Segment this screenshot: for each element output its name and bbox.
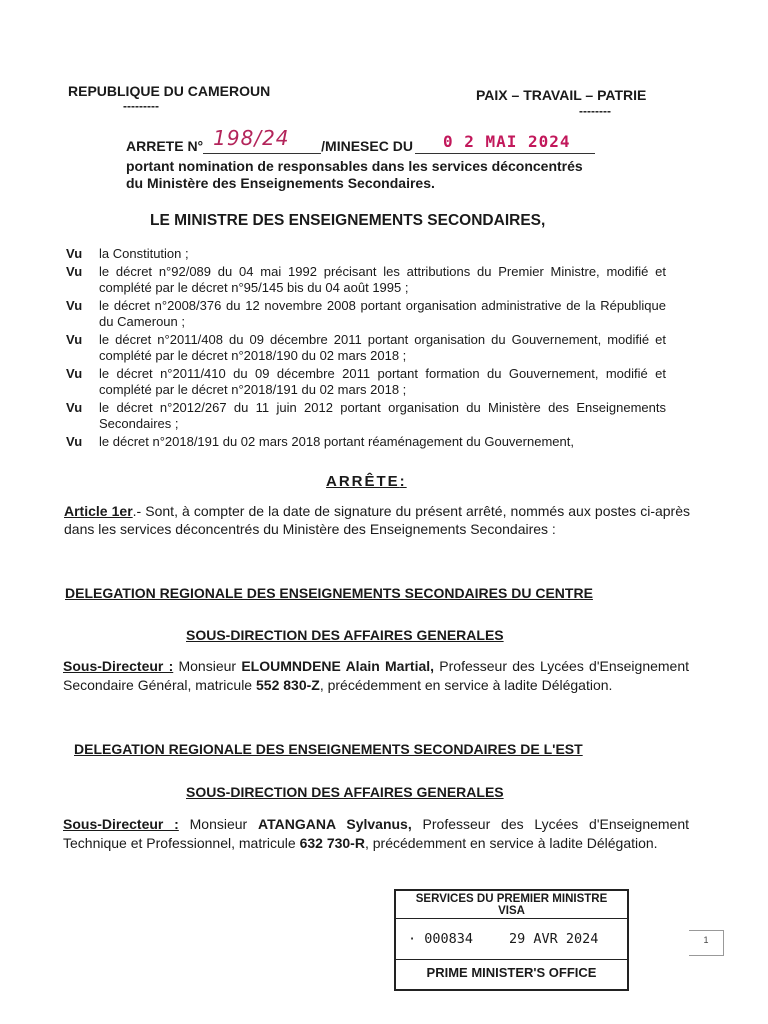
vu-label: Vu (66, 400, 83, 415)
arrete-colon: : (399, 473, 407, 490)
vu-label: Vu (66, 298, 83, 313)
article-1 (64, 502, 690, 538)
appointee-tail: , précédemment en service à ladite Délégation. (319, 677, 613, 693)
visa-stamp-footer: PRIME MINISTER'S OFFICE (426, 965, 597, 980)
appointee-matricule: 552 830-Z (256, 677, 320, 693)
appointee-description: Professeur des Lycées d'Enseignement Technique et Professionnel, matricule (63, 816, 690, 851)
vu-item (66, 400, 666, 432)
vu-text: le décret n°2012/267 du 11 juin 2012 portant organisation du Ministère des Enseignements Secondaires ; (99, 400, 666, 431)
delegation-est-heading: DELEGATION REGIONALE DES ENSEIGNEMENTS SECONDAIRES DE L'EST (74, 741, 583, 757)
vu-item (66, 332, 666, 364)
vu-list (66, 246, 666, 452)
decree-subject (126, 158, 583, 192)
visa-label: VISA (498, 905, 525, 917)
subdirection-heading: SOUS-DIRECTION DES AFFAIRES GENERALES (186, 784, 504, 800)
appointee-title: Monsieur (189, 816, 248, 832)
arrete-heading (326, 473, 407, 490)
vu-label: Vu (66, 332, 83, 347)
decree-number-field (203, 126, 321, 154)
vu-item (66, 298, 666, 330)
appointment-role: Sous-Directeur : (63, 658, 174, 674)
appointee-name: ATANGANA Sylvanus, (258, 816, 412, 832)
appointment-paragraph (63, 815, 689, 853)
handwritten-decree-number: 198/24 (213, 126, 290, 150)
page-number: 1 (689, 930, 724, 956)
decree-date-field (415, 132, 595, 154)
vu-label: Vu (66, 246, 83, 261)
vu-label: Vu (66, 434, 83, 449)
delegation-centre-heading: DELEGATION REGIONALE DES ENSEIGNEMENTS SECONDAIRES DU CENTRE (65, 585, 593, 601)
visa-number: · 000834 (408, 931, 474, 947)
visa-stamp-body (396, 919, 627, 960)
appointee-matricule: 632 730-R (299, 835, 365, 851)
subject-line-1: portant nomination de responsables dans les services déconcentrés (126, 158, 583, 174)
decree-prefix: ARRETE N° (126, 138, 204, 154)
vu-text: le décret n°92/089 du 04 mai 1992 précisant les attributions du Premier Ministre, modifié et complété par le décret n°95/145 bis du 04 août 1995 ; (99, 264, 666, 295)
article-text: .- Sont, à compter de la date de signature du présent arrêté, nommés aux postes ci-après dans les services déconcentrés du Ministère des Enseignements Secondaires : (64, 503, 690, 537)
header-separator-left: --------- (123, 99, 159, 113)
visa-stamp (394, 889, 629, 991)
vu-text: le décret n°2011/408 du 09 décembre 2011 portant organisation du Gouvernement, modifié et complété par le décret n°2018/190 du 02 mars 2018 ; (99, 332, 666, 363)
decree-number-line (126, 126, 595, 154)
vu-item (66, 366, 666, 398)
subject-line-2: du Ministère des Enseignements Secondaires. (126, 175, 435, 191)
appointee-tail: , précédemment en service à ladite Délégation. (364, 835, 658, 851)
arrete-word: ARRÊTE (326, 473, 400, 490)
appointee-title: Monsieur (178, 658, 237, 674)
appointment-paragraph (63, 657, 689, 695)
vu-text: le décret n°2008/376 du 12 novembre 2008 portant organisation administrative de la République du Cameroun ; (99, 298, 666, 329)
visa-office-name: SERVICES DU PREMIER MINISTRE (415, 893, 608, 905)
vu-item (66, 264, 666, 296)
vu-item (66, 434, 666, 450)
appointee-name: ELOUMNDENE Alain Martial, (241, 658, 435, 674)
country-name: REPUBLIQUE DU CAMEROUN (68, 83, 271, 99)
vu-text: la Constitution ; (99, 246, 189, 261)
subdirection-heading: SOUS-DIRECTION DES AFFAIRES GENERALES (186, 627, 504, 643)
header-separator-right: -------- (579, 104, 611, 118)
vu-label: Vu (66, 366, 83, 381)
visa-date: 29 AVR 2024 (509, 931, 599, 947)
vu-text: le décret n°2018/191 du 02 mars 2018 portant réaménagement du Gouvernement, (99, 434, 574, 449)
ministry-code: /MINESEC DU (321, 138, 413, 154)
minister-title: LE MINISTRE DES ENSEIGNEMENTS SECONDAIRES, (150, 212, 546, 229)
date-stamp: 0 2 MAI 2024 (442, 132, 571, 151)
appointment-role: Sous-Directeur : (63, 816, 179, 832)
article-label: Article 1er (64, 503, 133, 519)
vu-text: le décret n°2011/410 du 09 décembre 2011 portant formation du Gouvernement, modifié et complété par le décret n°2018/191 du 02 mars 2018 ; (99, 366, 666, 397)
visa-stamp-header (396, 891, 627, 919)
vu-label: Vu (66, 264, 83, 279)
appointee-description: Professeur des Lycées d'Enseignement Secondaire Général, matricule (63, 658, 690, 693)
vu-item (66, 246, 666, 262)
national-motto: PAIX – TRAVAIL – PATRIE (476, 87, 647, 103)
